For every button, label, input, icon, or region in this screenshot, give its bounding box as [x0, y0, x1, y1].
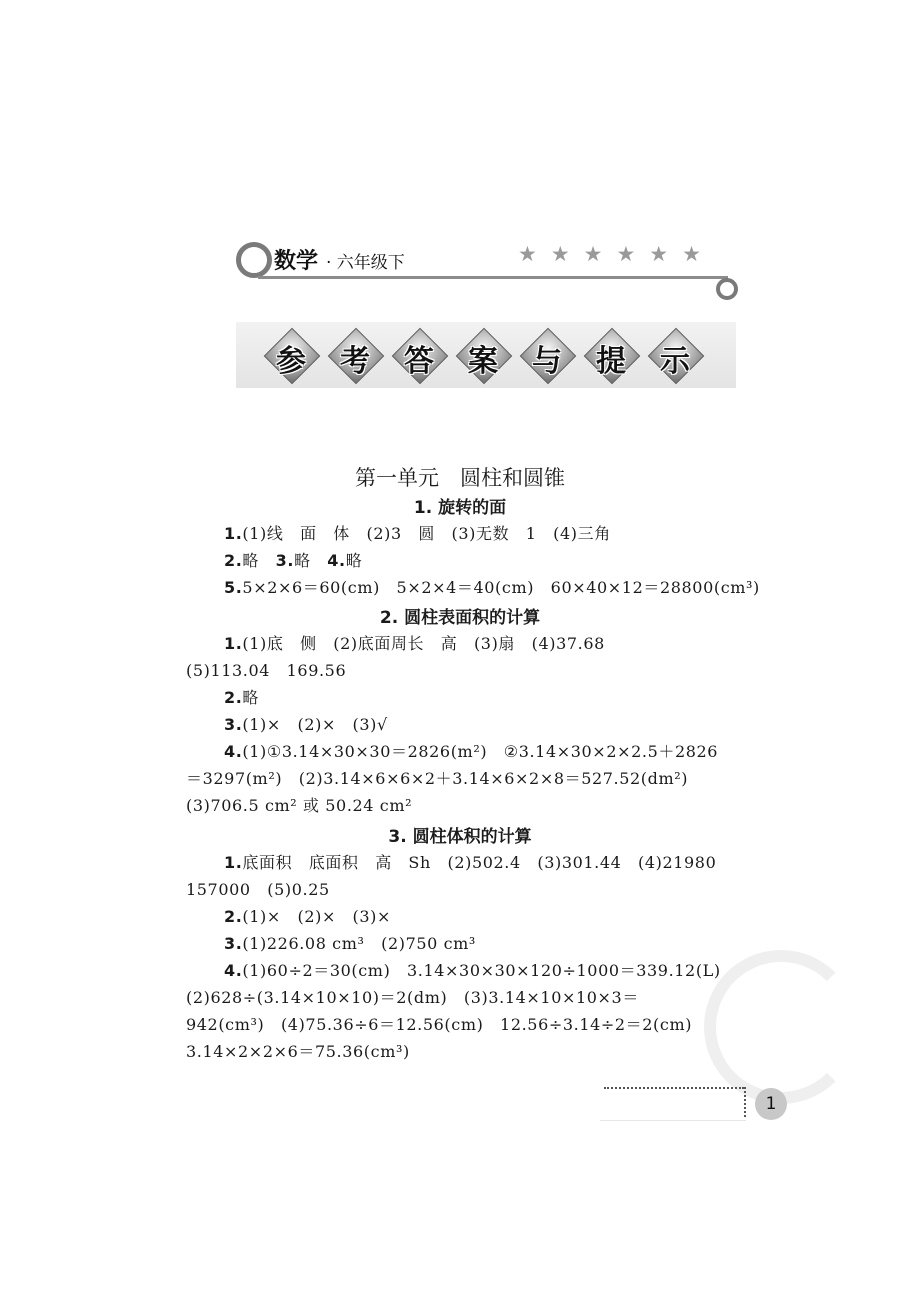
answer-line: [224, 904, 834, 927]
title-char: 提: [596, 344, 626, 379]
question-number: 2.: [224, 551, 243, 570]
question-number: 4.: [224, 742, 243, 761]
header-rule: [258, 276, 728, 279]
answer-text: (1)60÷2＝30(cm) 3.14×30×30×120÷1000＝339.12(L): [242, 961, 721, 980]
title-char: 示: [660, 344, 690, 379]
answer-line: [224, 548, 834, 571]
title-char: 案: [468, 344, 498, 379]
answer-line: [224, 575, 834, 598]
footer-dotted-rule: [604, 1087, 744, 1089]
title-char: 考: [340, 344, 370, 379]
section-title: 3. 圆柱体积的计算: [388, 827, 532, 847]
title-diamond: [392, 328, 446, 382]
question-number: 5.: [224, 578, 243, 597]
answer-line: (3)706.5 cm² 或 50.24 cm²: [186, 796, 413, 815]
title-diamond: [328, 328, 382, 382]
answer-text: (1)× (2)× (3)×: [242, 907, 392, 926]
answer-text: (1)底 侧 (2)底面周长 高 (3)扇 (4)37.68: [242, 634, 605, 653]
answer-line: ＝3297(m²) (2)3.14×6×6×2＋3.14×6×2×8＝527.52(dm²): [186, 769, 689, 788]
title-diamond: [648, 328, 702, 382]
answer-text: (1)①3.14×30×30＝2826(m²) ②3.14×30×2×2.5＋2826: [242, 742, 719, 761]
stars-icon: ★★★★★★: [518, 242, 715, 266]
subject-title: 数学: [274, 249, 319, 274]
answer-text: 略: [242, 688, 260, 707]
answer-line: [224, 712, 834, 735]
page-number: 1: [755, 1088, 787, 1120]
book-header: [236, 236, 736, 300]
footer-bar: [600, 1120, 746, 1121]
question-number: 2.: [224, 907, 243, 926]
answer-text: 略: [345, 551, 363, 570]
title-char: 与: [532, 344, 562, 379]
answer-text: (1)226.08 cm³ (2)750 cm³: [242, 934, 476, 953]
question-number: 4.: [224, 961, 243, 980]
title-diamond: [584, 328, 638, 382]
question-number: 4.: [327, 551, 346, 570]
unit-title: 第一单元 圆柱和圆锥: [355, 466, 565, 490]
question-number: 1.: [224, 634, 243, 653]
answer-line: (5)113.04 169.56: [186, 661, 347, 680]
footer-dotted-rule-vertical: [744, 1087, 746, 1117]
answer-line: [224, 958, 834, 981]
question-number: 2.: [224, 688, 243, 707]
answer-line: [224, 685, 834, 708]
title-diamond: [456, 328, 510, 382]
answer-text: 5×2×6＝60(cm) 5×2×4＝40(cm) 60×40×12＝28800(cm³): [242, 578, 760, 597]
answer-line: 942(cm³) (4)75.36÷6＝12.56(cm) 12.56÷3.14÷2＝2(cm): [186, 1015, 693, 1034]
question-number: 3.: [275, 551, 295, 570]
question-number: 1.: [224, 524, 243, 543]
answer-text: 底面积 底面积 高 Sh (2)502.4 (3)301.44 (4)21980: [242, 853, 717, 872]
answer-text: (1)线 面 体 (2)3 圆 (3)无数 1 (4)三角: [242, 524, 611, 543]
answer-text: 略: [242, 551, 260, 570]
title-char: 参: [276, 344, 306, 379]
section-title: 1. 旋转的面: [413, 498, 507, 518]
answer-line: [224, 521, 834, 544]
section-title: 2. 圆柱表面积的计算: [379, 608, 541, 628]
answer-line: [224, 631, 834, 654]
ring-end-icon: [716, 278, 738, 300]
answer-line: [224, 850, 834, 873]
question-number: 3.: [224, 715, 243, 734]
title-char: 答: [404, 344, 434, 379]
title-diamond: [520, 328, 574, 382]
question-number: 1.: [224, 853, 243, 872]
answer-line: [224, 739, 834, 762]
ring-decoration-icon: [236, 242, 272, 278]
grade-label: · 六年级下: [326, 253, 405, 273]
answers-title-banner: [236, 322, 736, 388]
answer-line: [224, 931, 834, 954]
answer-text: (1)× (2)× (3)√: [242, 715, 388, 734]
answer-line: 3.14×2×2×6＝75.36(cm³): [186, 1042, 410, 1061]
question-number: 3.: [224, 934, 243, 953]
title-diamond: [264, 328, 318, 382]
answer-line: (2)628÷(3.14×10×10)＝2(dm) (3)3.14×10×10×3＝: [186, 988, 639, 1007]
answer-line: 157000 (5)0.25: [186, 880, 330, 899]
answer-text: 略: [294, 551, 311, 570]
